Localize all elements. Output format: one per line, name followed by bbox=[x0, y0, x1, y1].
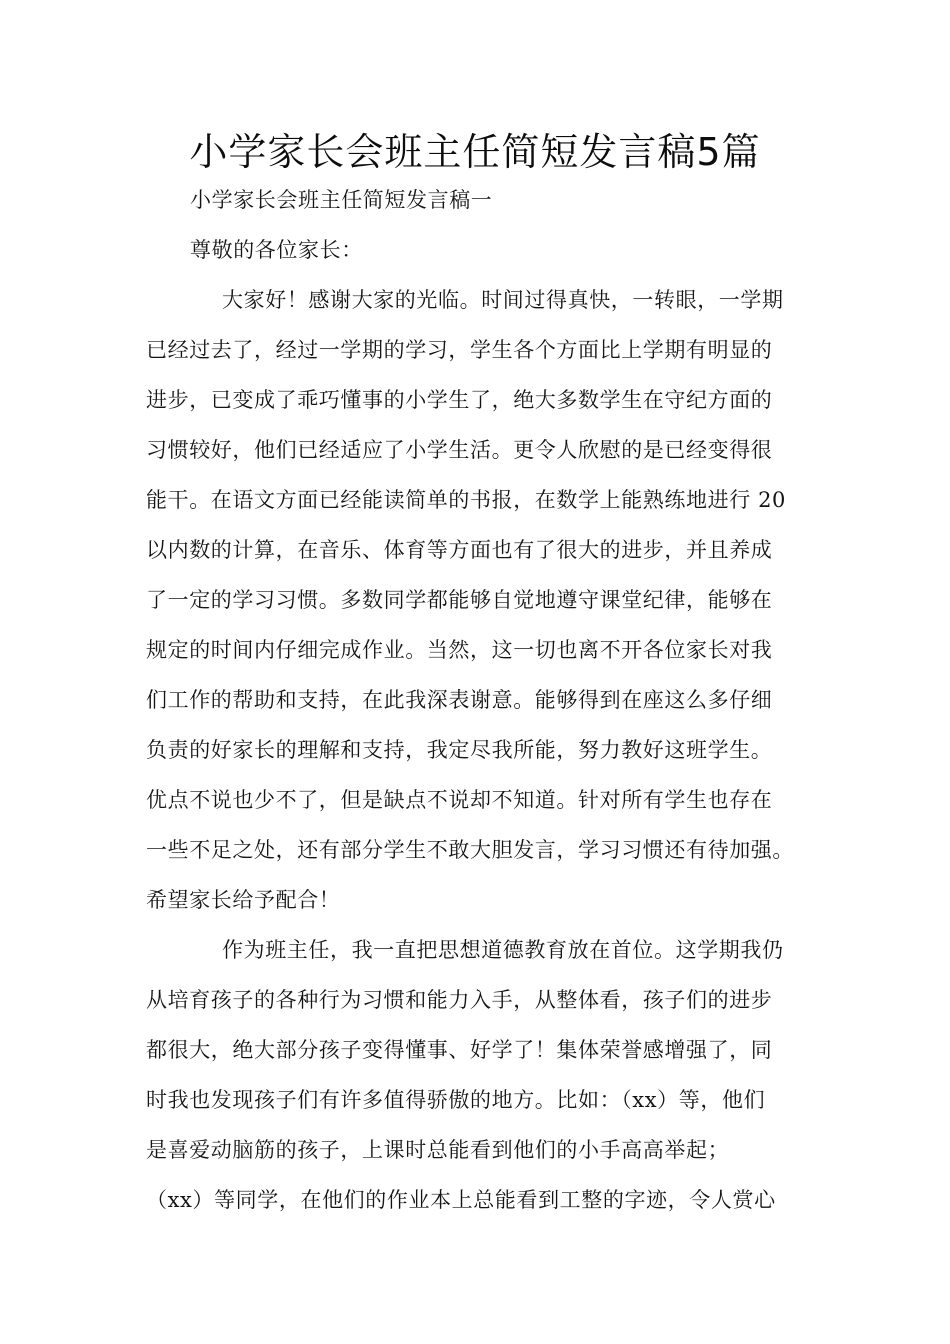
paragraph-1-line: 已经过去了，经过一学期的学习，学生各个方面比上学期有明显的 bbox=[146, 338, 773, 362]
paragraph-1-line: 习惯较好，他们已经适应了小学生活。更令人欣慰的是已经变得很 bbox=[146, 438, 773, 462]
paragraph-2-line: 时我也发现孩子们有许多值得骄傲的地方。比如：（xx）等，他们 bbox=[146, 1088, 766, 1112]
paragraph-1-line: 大家好！感谢大家的光临。时间过得真快，一转眼，一学期 bbox=[222, 288, 784, 312]
paragraph-1-line: 进步，已变成了乖巧懂事的小学生了，绝大多数学生在守纪方面的 bbox=[146, 388, 773, 412]
paragraph-1-line: 负责的好家长的理解和支持，我定尽我所能，努力教好这班学生。 bbox=[146, 738, 773, 762]
paragraph-2-line: 从培育孩子的各种行为习惯和能力入手，从整体看，孩子们的进步 bbox=[146, 988, 773, 1012]
document-title: 小学家长会班主任简短发言稿5篇 bbox=[189, 130, 761, 174]
paragraph-1-line: 希望家长给予配合！ bbox=[146, 888, 341, 912]
salutation: 尊敬的各位家长： bbox=[190, 238, 363, 262]
paragraph-1-line: 了一定的学习习惯。多数同学都能够自觉地遵守课堂纪律，能够在 bbox=[146, 588, 773, 612]
paragraph-1-line: 们工作的帮助和支持，在此我深表谢意。能够得到在座这么多仔细 bbox=[146, 688, 773, 712]
paragraph-1-line: 优点不说也少不了，但是缺点不说却不知道。针对所有学生也存在 bbox=[146, 788, 773, 812]
paragraph-2-line: （xx）等同学，在他们的作业本上总能看到工整的字迹，令人赏心 bbox=[146, 1188, 776, 1212]
paragraph-1-line: 以内数的计算，在音乐、体育等方面也有了很大的进步，并且养成 bbox=[146, 538, 773, 562]
section-heading: 小学家长会班主任简短发言稿一 bbox=[190, 188, 493, 212]
paragraph-1-line: 规定的时间内仔细完成作业。当然，这一切也离不开各位家长对我 bbox=[146, 638, 773, 662]
paragraph-2-line: 是喜爱动脑筋的孩子，上课时总能看到他们的小手高高举起； bbox=[146, 1138, 730, 1162]
paragraph-2-line: 都很大，绝大部分孩子变得懂事、好学了！集体荣誉感增强了，同 bbox=[146, 1038, 773, 1062]
paragraph-1-line: 能干。在语文方面已经能读简单的书报，在数学上能熟练地进行 20 bbox=[146, 488, 786, 512]
paragraph-2-line: 作为班主任，我一直把思想道德教育放在首位。这学期我仍 bbox=[222, 938, 784, 962]
paragraph-1-line: 一些不足之处，还有部分学生不敢大胆发言，学习习惯还有待加强。 bbox=[146, 838, 794, 862]
